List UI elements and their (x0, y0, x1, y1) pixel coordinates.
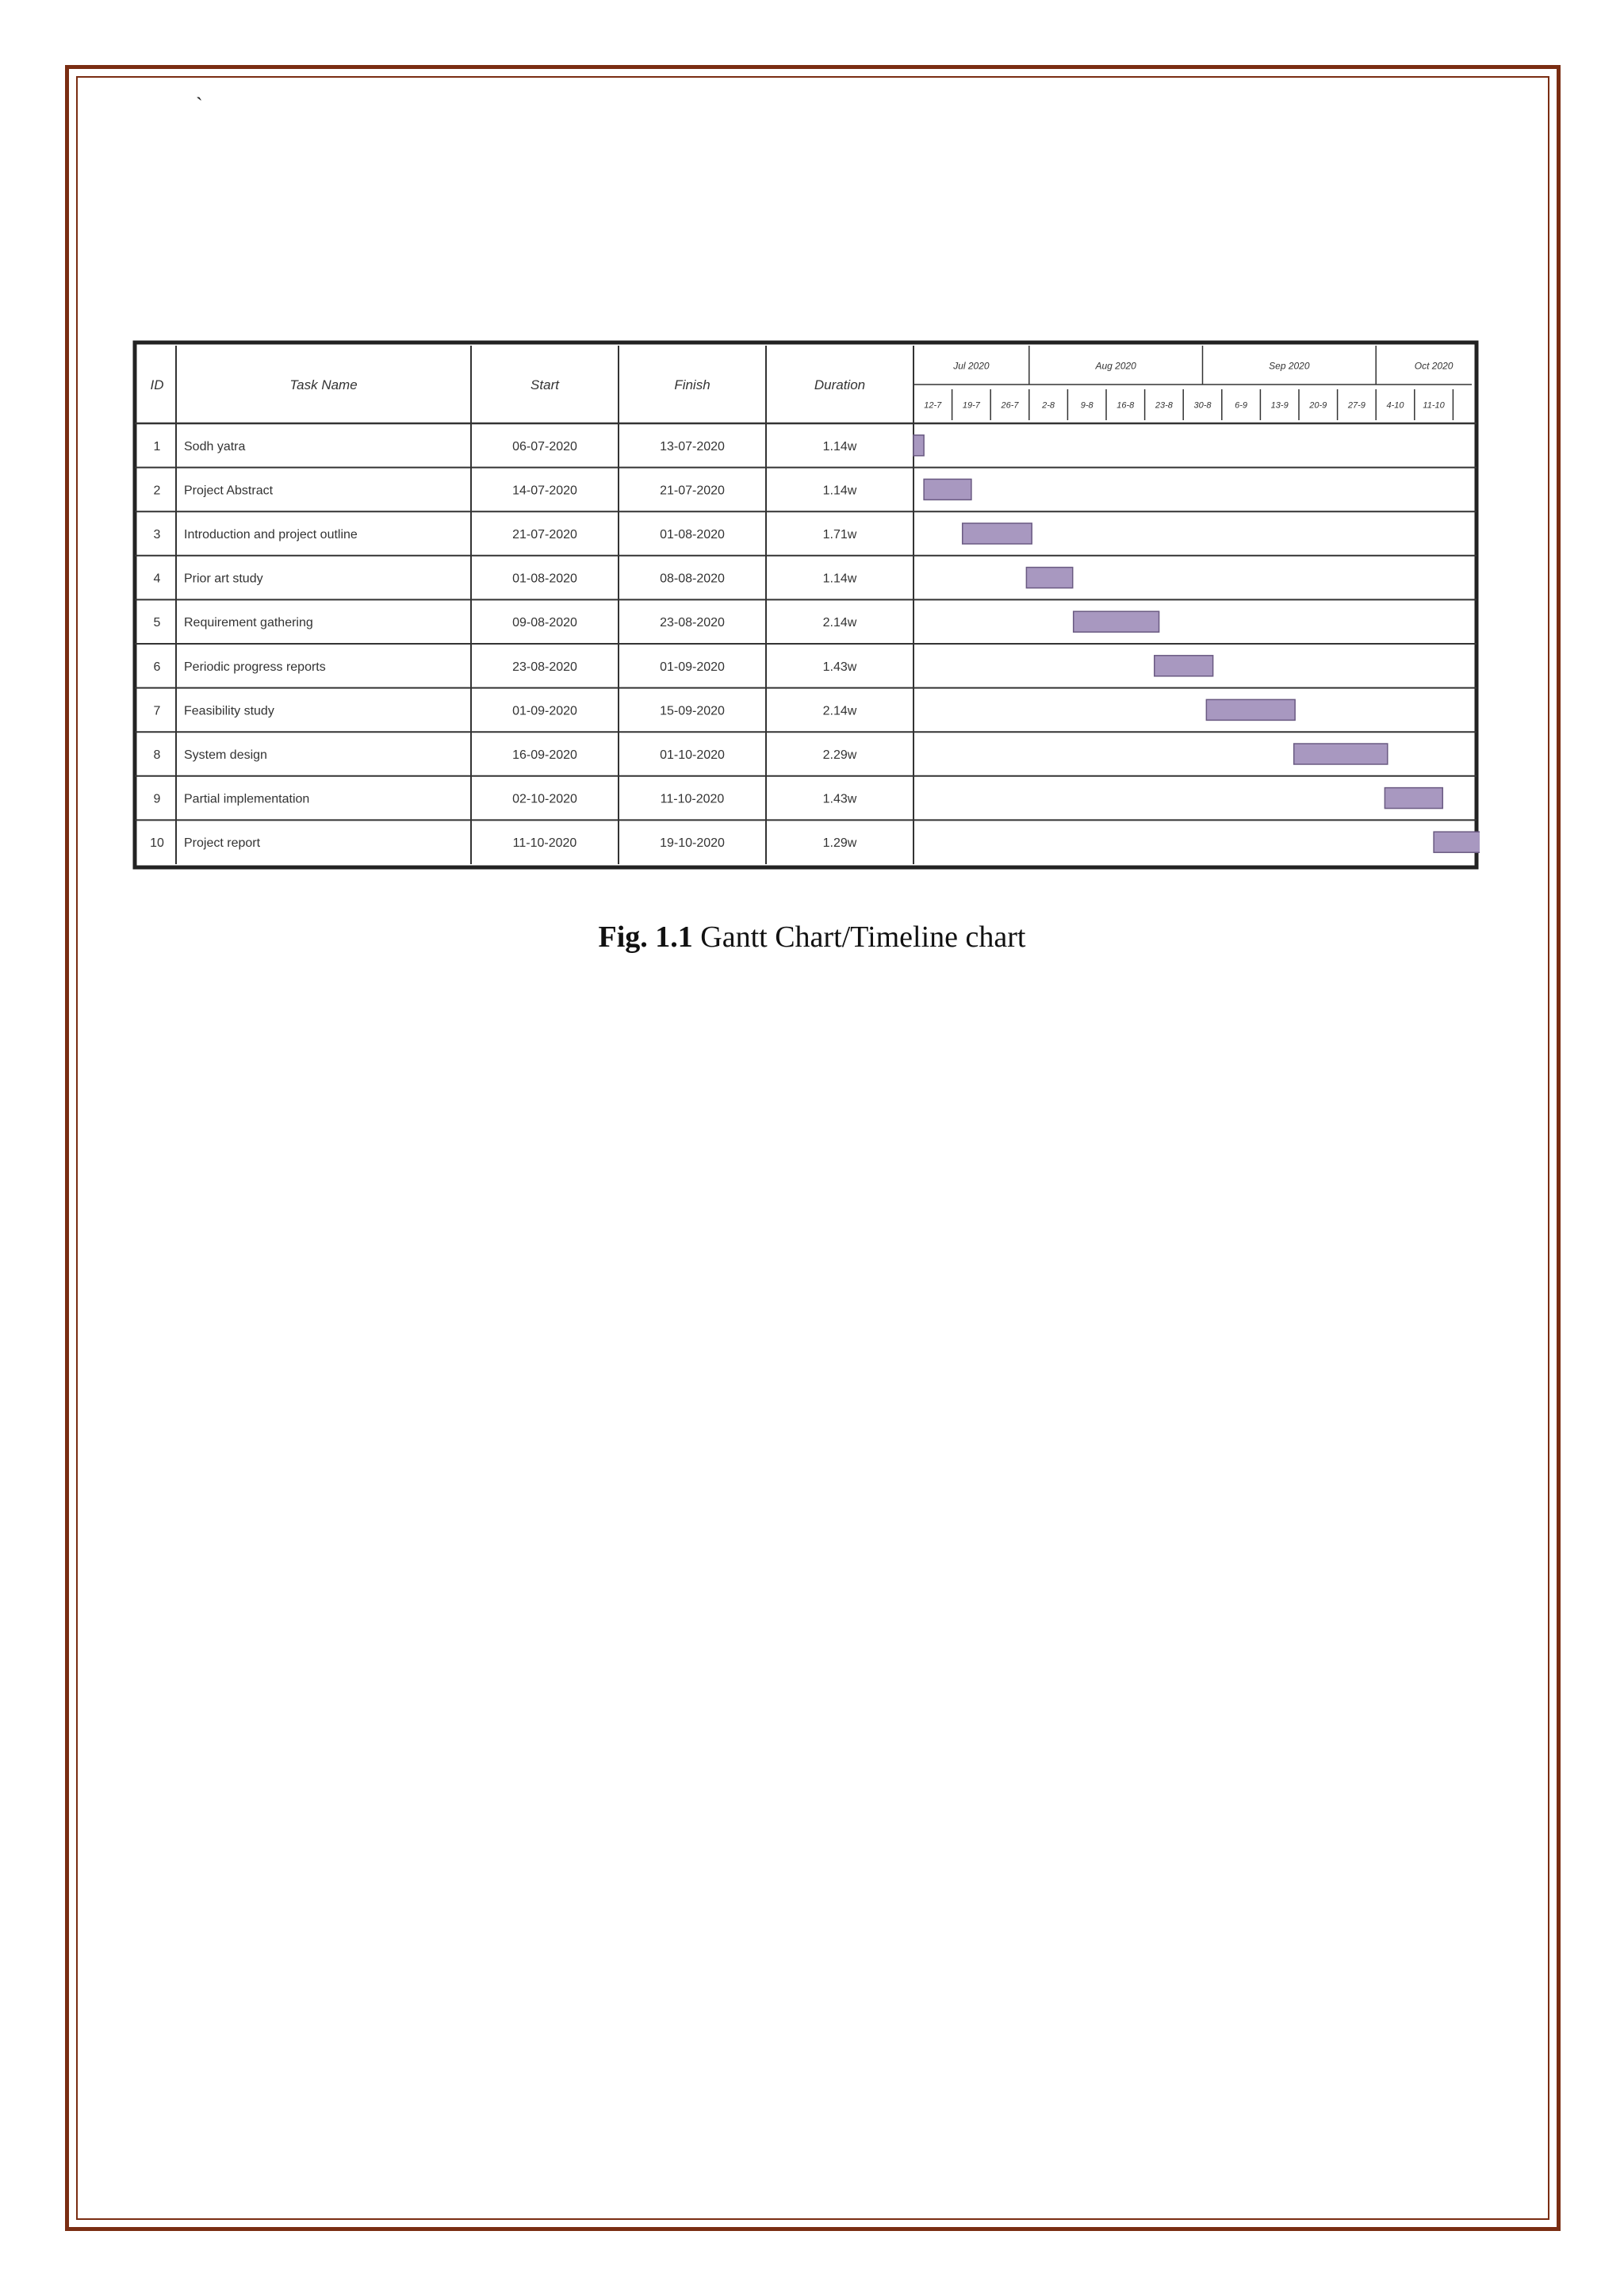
task-duration: 1.14w (822, 572, 857, 586)
caption-label: Fig. 1.1 (598, 920, 693, 954)
task-start: 01-08-2020 (512, 572, 577, 586)
task-id: 2 (153, 484, 161, 498)
task-finish: 08-08-2020 (660, 572, 725, 586)
week-label: 23-8 (1155, 400, 1173, 411)
week-label: 12-7 (924, 400, 942, 411)
task-duration: 1.14w (822, 439, 857, 453)
task-id: 10 (150, 836, 164, 851)
week-label: 9-8 (1080, 400, 1094, 411)
task-name: Project report (184, 836, 261, 851)
gantt-bar (963, 523, 1032, 544)
week-label: 16-8 (1116, 400, 1135, 411)
month-label: Aug 2020 (1095, 360, 1136, 372)
task-duration: 2.14w (822, 616, 857, 630)
task-duration: 2.14w (822, 704, 857, 718)
task-finish: 01-08-2020 (660, 528, 725, 541)
task-finish: 23-08-2020 (660, 616, 725, 630)
task-duration: 1.71w (822, 528, 857, 541)
task-id: 6 (153, 660, 161, 674)
gantt-bar (1294, 744, 1388, 764)
task-name: Prior art study (184, 572, 263, 586)
task-start: 21-07-2020 (512, 528, 577, 541)
gantt-svg (132, 339, 1480, 878)
task-finish: 15-09-2020 (660, 704, 725, 718)
month-label: Oct 2020 (1414, 360, 1454, 372)
gantt-bar (1385, 788, 1442, 809)
caption-text: Gantt Chart/Timeline chart (700, 920, 1026, 954)
month-label: Sep 2020 (1269, 360, 1310, 372)
gantt-bar (1155, 656, 1213, 676)
stray-mark: ` (196, 94, 203, 117)
week-label: 13-9 (1270, 400, 1289, 411)
task-name: Periodic progress reports (184, 660, 326, 674)
gantt-bar (914, 435, 924, 456)
week-label: 2-8 (1042, 400, 1055, 411)
week-label: 19-7 (962, 400, 980, 411)
gantt-bar (1434, 832, 1480, 852)
gantt-bar (924, 479, 971, 499)
task-finish: 19-10-2020 (660, 836, 725, 851)
month-label: Jul 2020 (953, 360, 990, 372)
task-finish: 01-10-2020 (660, 748, 725, 762)
task-start: 23-08-2020 (512, 660, 577, 674)
task-start: 16-09-2020 (512, 748, 577, 762)
task-name: Introduction and project outline (184, 528, 358, 541)
week-label: 6-9 (1235, 400, 1248, 411)
task-name: Feasibility study (184, 704, 274, 718)
week-label: 26-7 (1001, 400, 1019, 411)
header-start: Start (530, 377, 559, 392)
gantt-chart (132, 339, 1480, 882)
week-label: 30-8 (1193, 400, 1212, 411)
task-name: Requirement gathering (184, 616, 313, 630)
week-label: 20-9 (1309, 400, 1327, 411)
task-id: 5 (153, 616, 161, 630)
task-start: 01-09-2020 (512, 704, 577, 718)
gantt-bar (1206, 699, 1295, 720)
task-duration: 1.29w (822, 836, 857, 851)
task-id: 7 (153, 704, 161, 718)
task-id: 8 (153, 748, 161, 762)
task-duration: 1.43w (822, 792, 857, 806)
week-label: 27-9 (1347, 400, 1365, 411)
task-start: 09-08-2020 (512, 616, 577, 630)
task-name: Project Abstract (184, 484, 274, 498)
week-label: 4-10 (1386, 400, 1404, 411)
task-duration: 1.14w (822, 484, 857, 498)
task-id: 9 (153, 792, 161, 806)
figure-caption (0, 920, 1624, 955)
task-finish: 21-07-2020 (660, 484, 725, 498)
header-task-name: Task Name (289, 377, 358, 392)
task-id: 3 (153, 528, 161, 541)
task-name: Sodh yatra (184, 439, 246, 453)
task-name: Partial implementation (184, 792, 310, 806)
task-id: 4 (153, 572, 161, 586)
gantt-bar (1074, 611, 1159, 632)
header-id: ID (150, 377, 164, 392)
task-duration: 2.29w (822, 748, 857, 762)
task-id: 1 (153, 439, 161, 453)
task-start: 06-07-2020 (512, 439, 577, 453)
gantt-frame (135, 342, 1477, 867)
gantt-bar (1026, 568, 1072, 588)
task-finish: 01-09-2020 (660, 660, 725, 674)
task-name: System design (184, 748, 267, 762)
header-finish: Finish (674, 377, 710, 392)
task-duration: 1.43w (822, 660, 857, 674)
task-finish: 13-07-2020 (660, 439, 725, 453)
task-start: 11-10-2020 (512, 836, 577, 851)
task-start: 02-10-2020 (512, 792, 577, 806)
task-finish: 11-10-2020 (660, 792, 725, 806)
header-duration: Duration (814, 377, 866, 392)
task-start: 14-07-2020 (512, 484, 577, 498)
week-label: 11-10 (1423, 400, 1445, 411)
